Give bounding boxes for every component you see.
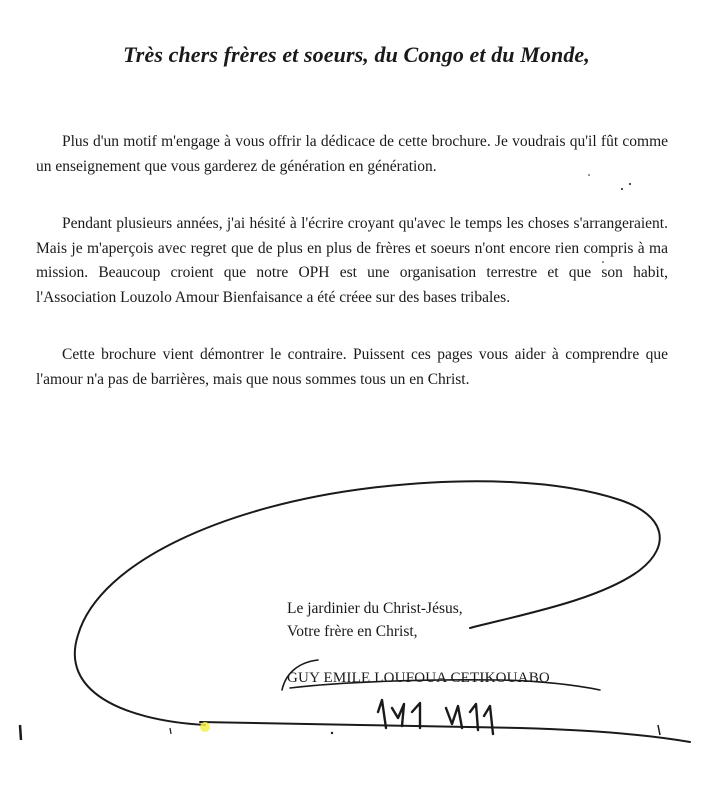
salutation-heading: Très chers frères et soeurs, du Congo et du Monde, — [123, 42, 590, 67]
speck-mark — [170, 728, 171, 734]
speck-dot-2 — [621, 188, 623, 190]
paragraph-1: Plus d'un motif m'engage à vous offrir la dédicace de cette brochure. Je voudrais qu'il fût comme un enseignement que vous garderez de génération en génération. — [36, 133, 668, 175]
margin-mark-left — [20, 725, 21, 740]
signature-underline-stroke — [200, 722, 690, 742]
closing-line-2: Votre frère en Christ, — [287, 623, 418, 640]
paragraph-2: Pendant plusieurs années, j'ai hésité à l'écrire croyant qu'avec le temps les choses s'arrangeraient. Mais je m'aperçois avec regret que de plus en plus de frères et soeurs n'ont encore rien compris à ma mission. Beaucoup croient que notre OPH est une organisation terrestre et que son habit, l'Association Louzolo Amour Bienfaisance a été créee sur des bases tribales. — [36, 215, 668, 306]
margin-mark-right — [658, 725, 660, 735]
paragraph-3: Cette brochure vient démontrer le contraire. Puissent ces pages vous aider à comprendre que l'amour n'a pas de barrières, mais que nous sommes tous un en Christ. — [36, 346, 668, 388]
closing-line-1: Le jardinier du Christ-Jésus, — [287, 600, 463, 617]
speck-dot-1 — [629, 183, 631, 185]
highlight-speck — [200, 722, 210, 732]
signature-scribble — [378, 700, 493, 734]
speck-dot-5 — [331, 732, 333, 734]
signer-name: GUY EMILE LOUFOUA CETIKOUABO — [287, 670, 550, 686]
